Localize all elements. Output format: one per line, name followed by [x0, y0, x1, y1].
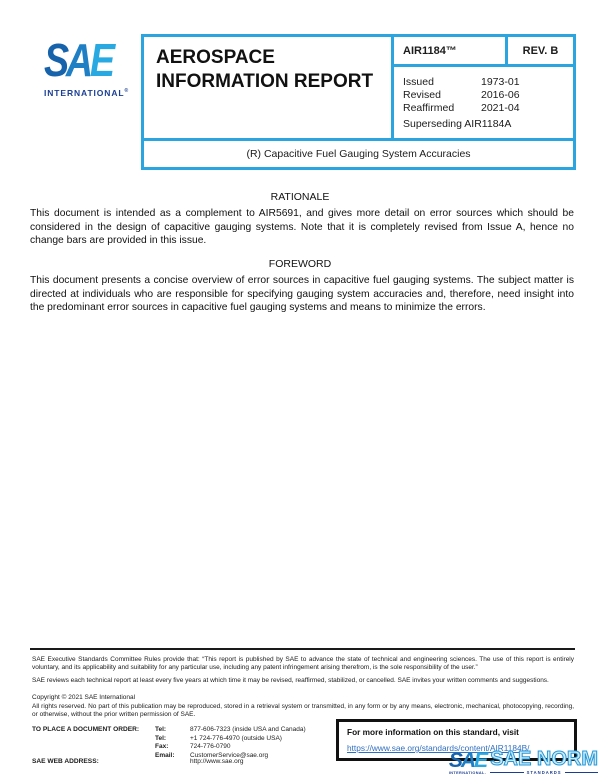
web-address-value: http://www.sae.org	[190, 758, 244, 765]
header-table	[141, 34, 576, 170]
contact-label: Email:	[155, 751, 175, 759]
contact-list	[155, 726, 306, 760]
date-label: Issued	[403, 76, 434, 88]
registered-mark: ®	[124, 88, 130, 95]
sae-logo-international-text: INTERNATIONAL	[44, 88, 125, 98]
watermark-sae-logo-icon	[449, 751, 486, 775]
watermark-sae-word	[449, 751, 486, 771]
document-type: AEROSPACE INFORMATION REPORT	[144, 37, 394, 138]
contact-label: Tel:	[155, 734, 167, 742]
header-table-top	[144, 37, 573, 138]
order-section-label: TO PLACE A DOCUMENT ORDER:	[32, 726, 140, 733]
web-address-label: SAE WEB ADDRESS:	[32, 758, 99, 765]
legal-notice-review-policy: SAE reviews each technical report at least every five years at which time it may be revised, reaffirmed, stabilized, or cancelled. SAE invites your written comments and suggestions.	[32, 677, 549, 684]
standard-info-link[interactable]: https://www.sae.org/standards/content/AIR1184B/	[347, 743, 530, 753]
header-table-right	[394, 37, 573, 138]
date-row-issued	[403, 76, 573, 89]
contact-row-tel-intl	[155, 735, 306, 744]
sae-logo-letter-s: S	[44, 34, 66, 86]
date-label: Revised	[403, 89, 441, 101]
contact-value: +1 724-776-4970 (outside USA)	[190, 734, 282, 742]
date-value: 2016-06	[481, 89, 520, 101]
wm-letter-a: A	[460, 749, 475, 772]
contact-row-fax	[155, 743, 306, 752]
document-number: AIR1184™	[403, 44, 457, 57]
contact-label: Tel:	[155, 726, 167, 733]
footer-divider	[30, 648, 575, 650]
wm-letter-s: S	[448, 749, 461, 772]
watermark-name-block	[490, 750, 598, 775]
contact-label: Fax:	[155, 743, 169, 751]
copyright-notice: Copyright © 2021 SAE International	[32, 694, 136, 701]
date-row-revised	[403, 89, 573, 102]
legal-notice-rights-reserved: All rights reserved. No part of this publication may be reproduced, stored in a retrieval system or transmitted, in any form or by any means, electronic, mechanical, photocopying, recording, or otherwise, without the prior written permission of SAE.	[32, 703, 574, 719]
sae-norm-watermark	[449, 750, 598, 775]
superseding-note: Superseding AIR1184A	[403, 118, 512, 130]
rationale-heading: RATIONALE	[270, 191, 330, 203]
date-row-reaffirmed	[403, 102, 573, 115]
wm-letter-e: E	[474, 749, 487, 772]
foreword-heading: FOREWORD	[268, 258, 332, 270]
watermark-name: SAE NORM	[490, 748, 598, 770]
sae-logo-international	[44, 88, 128, 98]
legal-notice-committee-rules: SAE Executive Standards Committee Rules provide that: “This report is published by SAE to advance the state of technical and engineering sciences. The use of this report is entirely voluntary, and its applicability and suitability for any particular use, including any patent infringement arising therefrom, is the sole responsibility of the user.”	[32, 656, 574, 672]
sae-logo-icon	[44, 34, 113, 86]
sae-logo	[44, 34, 128, 98]
header-dates-cell	[394, 67, 573, 138]
date-value: 2021-04	[481, 102, 520, 114]
contact-value: 877-606-7323 (inside USA and Canada)	[190, 726, 306, 733]
sae-logo-letter-e: E	[89, 34, 112, 86]
sae-logo-letter-a: A	[65, 34, 90, 86]
header-number-row	[394, 37, 573, 67]
document-title: (R) Capacitive Fuel Gauging System Accuracies	[144, 138, 573, 167]
foreword-body: This document presents a concise overview of error sources in capacitive fuel gauging systems. The subject matter is directed at individuals who are responsible for specifying gauging system accuracies and, therefore, need insight into the predominant error sources in capacitive fuel gauging systems and means to minimize the errors.	[30, 275, 574, 313]
watermark-international: INTERNATIONAL.	[448, 771, 487, 775]
rationale-body: This document is intended as a complement to AIR5691, and gives more detail on error sources which should be considered in the design of capacitive gauging systems. Note that it is completely revised from Issue A, hence no change bars are provided in this issue.	[30, 208, 574, 246]
revision-label: REV. B	[505, 37, 573, 64]
contact-value: CustomerService@sae.org	[190, 751, 269, 759]
date-label: Reaffirmed	[403, 102, 455, 114]
info-box-text: For more information on this standard, visit	[347, 727, 519, 737]
watermark-tagline: STANDARDS	[490, 770, 598, 775]
contact-value: 724-776-0790	[190, 743, 231, 751]
date-value: 1973-01	[481, 76, 520, 88]
contact-row-tel-us	[155, 726, 306, 735]
